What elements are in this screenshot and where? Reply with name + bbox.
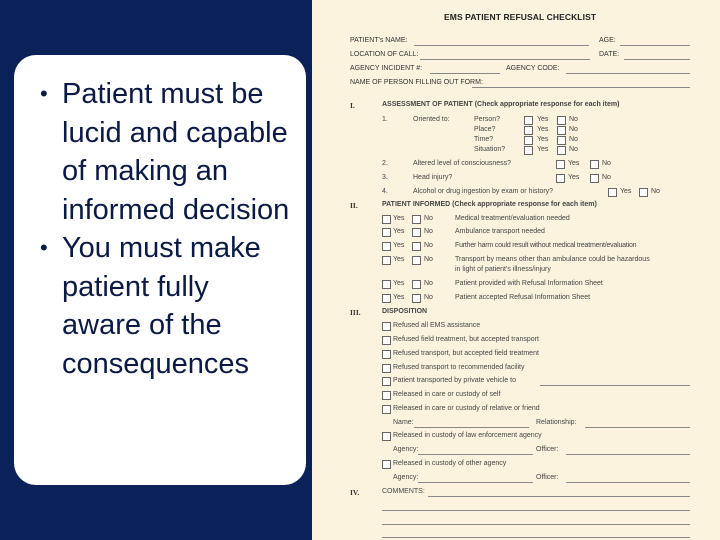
disposition-item: Released in custody of other agency (393, 460, 507, 467)
agency-label: Agency: (393, 474, 419, 481)
q4-label: Alcohol or drug ingestion by exam or history? (413, 188, 554, 195)
agency-label: Agency: (393, 446, 419, 453)
patient-name-label: PATIENT's NAME: (350, 37, 408, 44)
section-4-number: IV. (350, 488, 360, 497)
q3-number: 3. (382, 174, 388, 181)
informed-item-continued: in light of patient's illness/injury (455, 266, 551, 273)
disposition-item: Released in care or custody of self (393, 391, 501, 398)
refusal-form-image (312, 0, 720, 540)
orient-time: Time? (474, 136, 494, 143)
no-label: No (424, 228, 433, 235)
left-panel (0, 0, 312, 540)
location-label: LOCATION OF CALL: (350, 51, 419, 58)
no-label: No (651, 188, 660, 195)
filler-label: NAME OF PERSON FILLING OUT FORM: (350, 79, 483, 86)
no-label: No (424, 256, 433, 263)
yes-label: Yes (393, 280, 405, 287)
no-label: No (602, 174, 611, 181)
yes-label: Yes (537, 136, 549, 143)
section-1-number: I. (350, 101, 355, 110)
disposition-item: Refused transport to recommended facility (393, 364, 525, 371)
no-label: No (602, 160, 611, 167)
yes-label: Yes (568, 174, 580, 181)
no-label: No (424, 280, 433, 287)
yes-label: Yes (393, 215, 405, 222)
yes-label: Yes (568, 160, 580, 167)
q3-label: Head injury? (413, 174, 453, 181)
disposition-item: Released in care or custody of relative or friend (393, 405, 540, 412)
yes-label: Yes (620, 188, 632, 195)
informed-item: Transport by means other than ambulance could be hazardous (455, 256, 650, 263)
yes-label: Yes (537, 126, 549, 133)
name-label: Name: (393, 419, 414, 426)
orient-situation: Situation? (474, 146, 506, 153)
officer-label: Officer: (536, 474, 559, 481)
informed-item: Ambulance transport needed (455, 228, 545, 235)
q2-label: Altered level of consciousness? (413, 160, 512, 167)
q1-label: Oriented to: (413, 116, 450, 123)
section-2-number: II. (350, 201, 358, 210)
agency-code-label: AGENCY CODE: (506, 65, 560, 72)
form-title: EMS PATIENT REFUSAL CHECKLIST (444, 12, 597, 22)
bullet-item: • You must make patient fully aware of the consequences (40, 229, 292, 383)
informed-item: Medical treatment/evaluation needed (455, 215, 570, 222)
yes-label: Yes (537, 116, 549, 123)
bullet-list (40, 75, 292, 383)
disposition-item: Refused field treatment, but accepted transport (393, 336, 539, 343)
yes-label: Yes (393, 228, 405, 235)
no-label: No (424, 242, 433, 249)
no-label: No (424, 215, 433, 222)
yes-label: Yes (393, 242, 405, 249)
section-2-title: PATIENT INFORMED (Check appropriate response for each item) (382, 201, 597, 208)
yes-label: Yes (393, 294, 405, 301)
relationship-label: Relationship: (536, 419, 577, 426)
q1-number: 1. (382, 116, 388, 123)
no-label: No (569, 146, 578, 153)
no-label: No (569, 136, 578, 143)
q4-number: 4. (382, 188, 388, 195)
orient-person: Person? (474, 116, 501, 123)
date-label: DATE: (599, 51, 620, 58)
incident-label: AGENCY INCIDENT #: (350, 65, 423, 72)
yes-label: Yes (537, 146, 549, 153)
age-label: AGE: (599, 37, 616, 44)
q2-number: 2. (382, 160, 388, 167)
informed-item: Further harm could result without medical treatment/evaluation (455, 242, 637, 249)
orient-place: Place? (474, 126, 496, 133)
officer-label: Officer: (536, 446, 559, 453)
no-label: No (569, 116, 578, 123)
no-label: No (424, 294, 433, 301)
disposition-item: Refused transport, but accepted field treatment (393, 350, 539, 357)
informed-item: Patient accepted Refusal Information Sheet (455, 294, 591, 301)
bullet-card (14, 55, 306, 485)
section-3-title: DISPOSITION (382, 308, 428, 315)
disposition-item: Patient transported by private vehicle to (393, 377, 516, 384)
bullet-item: • Patient must be lucid and capable of making an informed decision (40, 75, 292, 229)
informed-item: Patient provided with Refusal Information Sheet (455, 280, 603, 287)
yes-label: Yes (393, 256, 405, 263)
no-label: No (569, 126, 578, 133)
section-4-title: COMMENTS: (382, 488, 425, 495)
section-1-title: ASSESSMENT OF PATIENT (Check appropriate response for each item) (382, 101, 620, 108)
section-3-number: III. (350, 308, 361, 317)
disposition-item: Refused all EMS assistance (393, 322, 481, 329)
disposition-item: Released in custody of law enforcement agency (393, 432, 542, 439)
